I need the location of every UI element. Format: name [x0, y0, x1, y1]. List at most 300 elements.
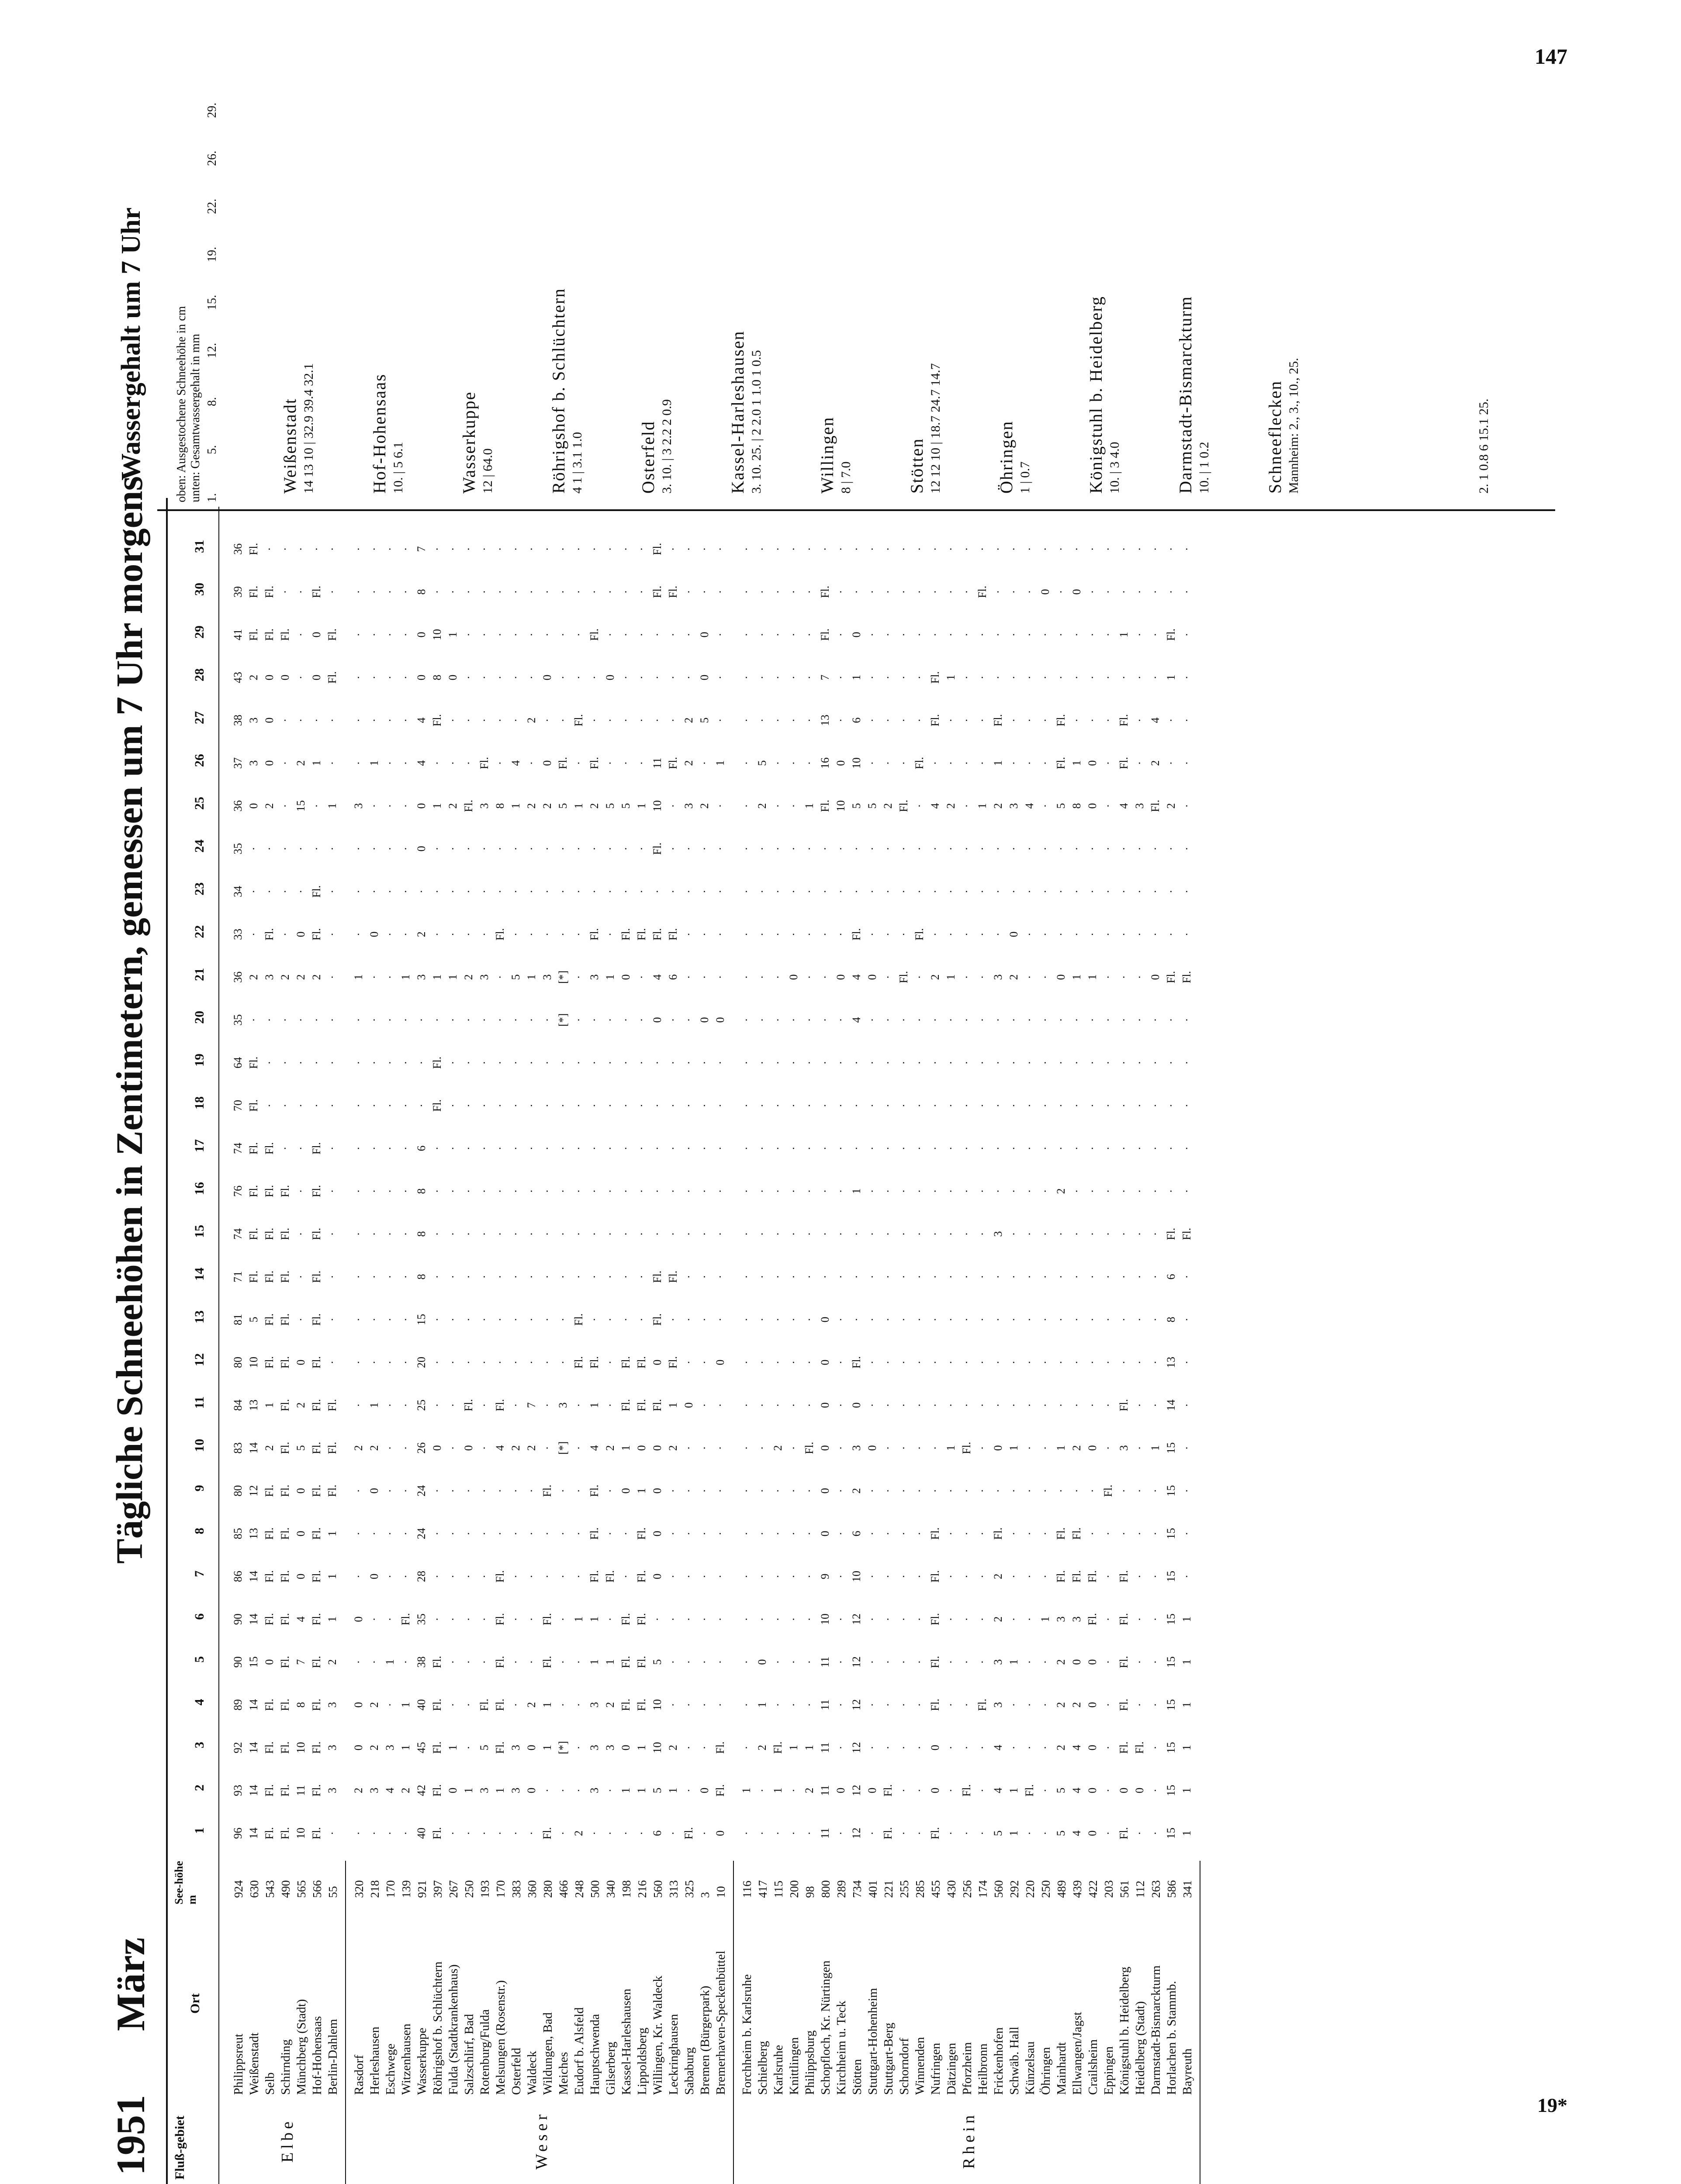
snow-depth-cell: · [740, 1317, 753, 1322]
snow-depth-cell: · [279, 847, 291, 851]
snow-depth-cell: 2 [462, 974, 475, 980]
snow-depth-cell: · [263, 1103, 276, 1108]
snow-depth-cell: 11 [294, 1785, 307, 1796]
snow-depth-cell: 1 [1007, 1445, 1020, 1451]
water-station: Öhringen [996, 420, 1016, 494]
snow-depth-cell: · [682, 1660, 695, 1664]
snow-depth-cell: · [1149, 1703, 1162, 1707]
snow-depth-cell: · [352, 547, 365, 551]
snow-depth-cell: Fl. [494, 1655, 506, 1669]
snow-depth-cell: 1 [1180, 1787, 1193, 1794]
snow-depth-cell: · [698, 1061, 711, 1065]
snow-depth-cell: · [446, 889, 459, 894]
station-elevation: 289 [835, 1880, 848, 1898]
snow-depth-cell: · [525, 1146, 538, 1151]
snow-depth-cell: · [1102, 932, 1114, 936]
snow-depth-cell: · [368, 1103, 380, 1108]
snow-depth-cell: · [771, 1660, 784, 1664]
snow-depth-cell: · [714, 1403, 726, 1407]
snow-depth-cell: · [368, 1360, 380, 1365]
snow-depth-cell: · [368, 847, 380, 851]
snow-depth-cell: · [1117, 1018, 1130, 1022]
snow-depth-cell: 0 [682, 1402, 695, 1408]
snow-depth-cell: · [667, 675, 679, 680]
snow-depth-cell: Fl. [1133, 1741, 1146, 1754]
snow-depth-cell: 0 [368, 1573, 380, 1579]
snow-depth-cell: · [431, 847, 443, 851]
water-values: 3. 10. | 3 2.2 2 0.9 [660, 399, 674, 494]
snow-depth-cell: 10 [850, 757, 863, 769]
snow-depth-cell: · [635, 761, 648, 765]
snow-depth-cell: 8 [1070, 803, 1083, 809]
snow-depth-cell: · [384, 1831, 396, 1835]
snow-depth-cell: · [588, 675, 601, 680]
station-elevation: 255 [898, 1880, 911, 1898]
snow-depth-cell: · [604, 761, 616, 765]
snow-depth-cell: 0 [462, 1445, 475, 1451]
snow-depth-cell: 3 [1055, 1616, 1067, 1622]
snow-depth-cell: 0 [756, 1659, 768, 1665]
snow-depth-cell: Fl. [263, 1698, 276, 1711]
day-header: 14 [192, 1268, 207, 1281]
snow-depth-cell: · [1102, 1403, 1114, 1407]
snow-depth-cell: · [572, 1103, 585, 1108]
snow-depth-cell: 6 [651, 1830, 664, 1836]
snow-depth-cell: · [787, 1703, 800, 1707]
snow-depth-cell: · [1133, 1531, 1146, 1536]
snow-depth-cell: · [478, 718, 491, 722]
snow-depth-cell: · [834, 675, 847, 680]
snow-depth-cell: · [352, 1360, 365, 1365]
snow-depth-cell: 84 [232, 1400, 244, 1411]
station-name: Künzelsau [1023, 2041, 1037, 2095]
water-station: Schneeflecken [1265, 380, 1285, 494]
snow-depth-cell: 0 [431, 1445, 443, 1451]
snow-depth-cell: 1 [1086, 974, 1099, 980]
snow-depth-cell: 14 [247, 1699, 260, 1711]
snow-depth-cell: · [850, 847, 863, 851]
row-values [462, 547, 476, 2184]
snow-depth-cell: 0 [525, 1787, 538, 1794]
basin-label: Elbe [278, 2118, 297, 2163]
snow-depth-cell: · [604, 1018, 616, 1022]
snow-depth-cell: · [1133, 1317, 1146, 1322]
snow-depth-cell: · [819, 1146, 831, 1151]
station-name: Herleshausen [368, 2026, 382, 2095]
snow-depth-cell: · [682, 590, 695, 594]
snow-depth-cell: · [431, 1275, 443, 1279]
snow-depth-cell: · [803, 1660, 816, 1664]
snow-depth-cell: · [446, 1403, 459, 1407]
snow-depth-cell: · [1086, 547, 1099, 551]
snow-depth-cell: 0 [1070, 1659, 1083, 1665]
snow-depth-cell: · [740, 975, 753, 979]
snow-depth-cell: · [619, 1232, 632, 1236]
snow-depth-cell: Fl. [263, 585, 276, 598]
snow-depth-cell: · [1039, 975, 1051, 979]
snow-depth-cell: · [976, 1574, 989, 1579]
station-elevation: 325 [683, 1880, 696, 1898]
snow-depth-cell: · [1133, 847, 1146, 851]
snow-depth-cell: · [682, 1446, 695, 1450]
snow-depth-cell: · [714, 1617, 726, 1621]
snow-depth-cell: · [509, 718, 522, 722]
snow-depth-cell: 1 [431, 803, 443, 809]
snow-depth-cell: · [1165, 718, 1177, 722]
snow-depth-cell: 0 [294, 1531, 307, 1537]
snow-depth-cell: 0 [834, 1787, 847, 1794]
snow-depth-cell: Fl. [714, 1741, 726, 1754]
snow-depth-cell: · [740, 1574, 753, 1579]
snow-depth-cell: · [1023, 975, 1036, 979]
row-values [541, 547, 555, 2184]
snow-depth-cell: · [494, 1103, 506, 1108]
snow-depth-cell: 2 [399, 1787, 412, 1794]
snow-depth-cell: · [541, 1788, 553, 1793]
snow-depth-cell: Fl. [326, 628, 339, 641]
snow-depth-cell: 1 [944, 674, 957, 681]
snow-depth-cell: · [897, 1317, 910, 1322]
snow-depth-cell: 1 [263, 1402, 276, 1408]
snow-depth-cell: Fl. [263, 1270, 276, 1283]
snow-depth-cell: · [682, 932, 695, 936]
snow-depth-cell: · [771, 590, 784, 594]
snow-depth-cell: · [1039, 804, 1051, 808]
snow-depth-cell: 2 [294, 1402, 307, 1408]
snow-depth-cell: · [352, 1574, 365, 1579]
snow-depth-cell: · [494, 1189, 506, 1193]
snow-depth-cell: Fl. [310, 1227, 323, 1241]
row-values [1007, 547, 1021, 2184]
snow-depth-cell: 86 [232, 1571, 244, 1582]
water-day-header: 19. [205, 247, 219, 262]
row-values [232, 543, 246, 2184]
snow-depth-cell: Fl. [279, 1570, 291, 1583]
snow-depth-cell: · [771, 1489, 784, 1493]
snow-depth-cell: · [1133, 1146, 1146, 1151]
snow-depth-cell: Fl. [1055, 1527, 1067, 1540]
snow-depth-cell: · [771, 675, 784, 680]
row-values [756, 547, 770, 2184]
snow-depth-cell: · [541, 1531, 553, 1536]
station-elevation: 500 [588, 1880, 602, 1898]
snow-depth-cell: · [819, 1061, 831, 1065]
snow-depth-cell: 15 [294, 800, 307, 812]
snow-depth-cell: · [1055, 1103, 1067, 1108]
snow-depth-cell: · [1102, 1574, 1114, 1579]
water-station: Weißenstadt [280, 398, 300, 494]
snow-depth-cell: · [368, 804, 380, 808]
snow-depth-cell: 11 [819, 1742, 831, 1753]
snow-depth-cell: · [1102, 590, 1114, 594]
snow-depth-cell: · [897, 1446, 910, 1450]
snow-depth-cell: 1 [1165, 674, 1177, 681]
snow-depth-cell: Fl. [976, 1698, 989, 1711]
snow-depth-cell: · [803, 1018, 816, 1022]
snow-depth-cell: 3 [1133, 803, 1146, 809]
snow-depth-cell: Fl. [1023, 1784, 1036, 1797]
station-elevation: 116 [740, 1880, 754, 1898]
snow-depth-cell: · [834, 1146, 847, 1151]
snow-depth-cell: · [698, 1146, 711, 1151]
snow-depth-cell: · [682, 1360, 695, 1365]
row-values [787, 547, 801, 2184]
snow-depth-cell: · [1102, 1061, 1114, 1065]
day-header: 25 [192, 797, 207, 810]
snow-depth-cell: · [1039, 675, 1051, 680]
snow-depth-cell: · [1102, 761, 1114, 765]
snow-depth-cell: 2 [992, 1573, 1004, 1579]
snow-depth-cell: 0 [310, 674, 323, 681]
snow-depth-cell: · [897, 1660, 910, 1664]
snow-depth-cell: · [446, 1489, 459, 1493]
snow-depth-cell: 2 [446, 803, 459, 809]
snow-depth-cell: · [803, 1189, 816, 1193]
snow-depth-cell: · [960, 1317, 973, 1322]
snow-depth-cell: · [604, 889, 616, 894]
water-header-line1: oben: Ausgestochene Schneehöhe in cm [175, 306, 188, 502]
snow-depth-cell: 11 [651, 757, 664, 769]
snow-depth-cell: · [929, 1489, 941, 1493]
snow-depth-cell: · [368, 675, 380, 680]
snow-depth-cell: 1 [850, 674, 863, 681]
snow-depth-cell: · [667, 1189, 679, 1193]
snow-depth-cell: Fl. [310, 1741, 323, 1754]
snow-depth-cell: 1 [714, 760, 726, 766]
snow-depth-cell: · [1007, 1061, 1020, 1065]
snow-depth-cell: · [756, 932, 768, 936]
snow-depth-cell: · [446, 590, 459, 594]
snow-depth-cell: · [572, 889, 585, 894]
snow-depth-cell: Fl. [929, 1527, 941, 1540]
snow-depth-cell: · [1165, 1103, 1177, 1108]
snow-depth-cell: 0 [866, 1445, 879, 1451]
water-values: 10. | 1 0.2 [1197, 442, 1211, 494]
snow-depth-cell: 0 [929, 1787, 941, 1794]
station-elevation: 250 [463, 1880, 476, 1898]
snow-depth-cell: · [509, 1317, 522, 1322]
row-values [1149, 547, 1163, 2184]
snow-depth-cell: · [509, 1146, 522, 1151]
row-values [771, 547, 785, 2184]
snow-depth-cell: 0 [698, 1017, 711, 1023]
snow-depth-cell: · [944, 761, 957, 765]
snow-depth-cell: Fl. [604, 1570, 616, 1583]
snow-depth-cell: · [714, 1703, 726, 1707]
station-elevation: 313 [667, 1880, 680, 1898]
snow-depth-cell: Fl. [882, 1784, 894, 1797]
snow-depth-cell: 2 [756, 803, 768, 809]
snow-depth-cell: · [619, 547, 632, 551]
snow-depth-cell: · [1117, 1061, 1130, 1065]
snow-depth-cell: · [913, 1360, 926, 1365]
snow-depth-cell: Fl. [1086, 1613, 1099, 1626]
snow-depth-cell: · [462, 547, 475, 551]
snow-depth-cell: 4 [850, 1017, 863, 1023]
snow-depth-cell: Fl. [572, 1356, 585, 1369]
snow-depth-cell: · [976, 889, 989, 894]
snow-depth-cell: · [1180, 1146, 1193, 1151]
snow-depth-cell: · [1055, 1275, 1067, 1279]
snow-depth-cell: · [787, 1146, 800, 1151]
snow-depth-cell: · [352, 1061, 365, 1065]
row-values [399, 547, 413, 2184]
snow-depth-cell: · [944, 847, 957, 851]
snow-depth-cell: · [1149, 1574, 1162, 1579]
snow-depth-cell: · [960, 718, 973, 722]
station-elevation: 263 [1149, 1880, 1162, 1898]
snow-depth-cell: · [352, 1146, 365, 1151]
snow-depth-cell: Fl. [1165, 628, 1177, 641]
station-name: Hof-Hohensaas [310, 2016, 324, 2095]
snow-depth-cell: · [399, 1660, 412, 1664]
snow-depth-cell: 2 [294, 974, 307, 980]
station-name: Gilserberg [604, 2042, 618, 2095]
snow-depth-cell: · [1023, 761, 1036, 765]
snow-depth-cell: 12 [850, 1785, 863, 1796]
snow-depth-cell: · [740, 1232, 753, 1236]
snow-depth-cell: Fl. [431, 1655, 443, 1669]
snow-depth-cell: · [446, 1232, 459, 1236]
snow-depth-cell: · [572, 1275, 585, 1279]
snow-depth-cell: · [557, 1660, 569, 1664]
snow-depth-cell: · [1007, 1703, 1020, 1707]
snow-depth-cell: · [682, 1317, 695, 1322]
snow-depth-cell: 1 [384, 1659, 396, 1665]
snow-depth-cell: 2 [310, 974, 323, 980]
snow-depth-cell: · [1039, 1403, 1051, 1407]
snow-depth-cell: 0 [1086, 1787, 1099, 1794]
snow-depth-cell: 1 [1055, 1445, 1067, 1451]
snow-depth-cell: · [756, 1531, 768, 1536]
station-name: Horlachen b. Stammb. [1165, 1981, 1179, 2095]
snow-depth-cell: · [1165, 847, 1177, 851]
snow-depth-cell: Fl. [541, 1827, 553, 1840]
snow-depth-cell: 5 [651, 1659, 664, 1665]
snow-depth-cell: 5 [1055, 1830, 1067, 1836]
snow-depth-cell: · [399, 1403, 412, 1407]
snow-depth-cell: 1 [446, 974, 459, 980]
snow-depth-cell: Fl. [310, 1698, 323, 1711]
snow-depth-cell: · [803, 1317, 816, 1322]
snow-depth-cell: · [960, 1531, 973, 1536]
snow-depth-cell: · [541, 932, 553, 936]
snow-depth-cell: · [541, 1275, 553, 1279]
snow-depth-cell: · [944, 547, 957, 551]
snow-depth-cell: Fl. [279, 1185, 291, 1198]
snow-depth-cell: · [1086, 1317, 1099, 1322]
snow-depth-cell: · [1102, 1317, 1114, 1322]
snow-depth-cell: · [803, 590, 816, 594]
snow-depth-cell: · [1039, 1232, 1051, 1236]
snow-depth-cell: · [1023, 1574, 1036, 1579]
snow-depth-cell: · [446, 1146, 459, 1151]
snow-depth-cell: 2 [368, 1702, 380, 1708]
snow-depth-cell: Fl. [651, 842, 664, 855]
snow-depth-cell: Fl. [588, 1356, 601, 1369]
snow-depth-cell: · [698, 761, 711, 765]
snow-depth-cell: 1 [1180, 1702, 1193, 1708]
snow-depth-cell: · [850, 1275, 863, 1279]
snow-depth-cell: · [897, 1232, 910, 1236]
snow-depth-cell: · [992, 1403, 1004, 1407]
snow-depth-cell: 2 [992, 803, 1004, 809]
water-values: 14 13 10 | 32.9 39.4 32.1 [301, 363, 316, 494]
snow-depth-cell: 0 [819, 1402, 831, 1408]
snow-depth-cell: Fl. [310, 1185, 323, 1198]
snow-depth-cell: · [619, 1317, 632, 1322]
snow-depth-cell: · [604, 847, 616, 851]
snow-depth-cell: · [882, 1745, 894, 1750]
station-elevation: 256 [961, 1880, 974, 1898]
snow-depth-cell: · [740, 889, 753, 894]
station-name: Eschwege [384, 2043, 398, 2095]
snow-depth-cell: · [294, 632, 307, 637]
snow-depth-cell: · [756, 1617, 768, 1621]
snow-depth-cell: 28 [415, 1571, 428, 1582]
station-name: Schwäb. Hall [1007, 2026, 1021, 2095]
station-name: Kassel-Harleshausen [619, 1988, 633, 2095]
station-name: Weißenstadt [247, 2032, 261, 2095]
snow-depth-cell: Fl. [1055, 1570, 1067, 1583]
station-name: Berlin-Dahlem [326, 2019, 340, 2095]
snow-depth-cell: · [803, 1103, 816, 1108]
snow-depth-cell: · [1117, 547, 1130, 551]
snow-depth-cell: · [431, 1403, 443, 1407]
snow-depth-cell: · [494, 1275, 506, 1279]
snow-depth-cell: · [1023, 632, 1036, 637]
snow-depth-cell: · [740, 1146, 753, 1151]
snow-depth-cell: · [572, 932, 585, 936]
snow-depth-cell: Fl. [619, 1698, 632, 1711]
snow-depth-cell: · [803, 1275, 816, 1279]
snow-depth-cell: 2 [882, 803, 894, 809]
snow-depth-cell: · [572, 1146, 585, 1151]
snow-depth-cell: 45 [415, 1742, 428, 1753]
snow-depth-cell: · [771, 761, 784, 765]
snow-depth-cell: Fl. [247, 1142, 260, 1155]
snow-depth-cell: · [882, 1360, 894, 1365]
snow-depth-cell: · [509, 1831, 522, 1835]
station-name: Bayreuth [1180, 2048, 1194, 2095]
snow-depth-cell: · [1023, 1403, 1036, 1407]
snow-depth-cell: 2 [509, 1445, 522, 1451]
snow-depth-cell: Fl. [635, 1698, 648, 1711]
snow-depth-cell: · [1165, 761, 1177, 765]
snow-depth-cell: · [1039, 1531, 1051, 1536]
snow-depth-cell: 93 [232, 1785, 244, 1796]
snow-depth-cell: · [462, 1617, 475, 1621]
snow-depth-cell: · [897, 1745, 910, 1750]
snow-depth-cell: · [294, 590, 307, 594]
station-name: Crailsheim [1086, 2039, 1100, 2095]
snow-depth-cell: · [1086, 632, 1099, 637]
snow-depth-cell: 0 [279, 674, 291, 681]
snow-depth-cell: Fl. [667, 928, 679, 941]
snow-depth-cell: · [478, 1018, 491, 1022]
snow-depth-cell: · [976, 1232, 989, 1236]
snow-depth-cell: · [1023, 1489, 1036, 1493]
snow-depth-cell: Fl. [771, 1741, 784, 1754]
snow-depth-cell: · [635, 889, 648, 894]
snow-depth-cell: · [1133, 1061, 1146, 1065]
snow-depth-cell: · [992, 632, 1004, 637]
snow-depth-cell: · [1133, 1617, 1146, 1621]
snow-depth-cell: · [803, 1232, 816, 1236]
snow-depth-cell: · [787, 1275, 800, 1279]
day-header: 12 [192, 1353, 207, 1366]
station-name: Heidelberg (Stadt) [1133, 2001, 1147, 2095]
